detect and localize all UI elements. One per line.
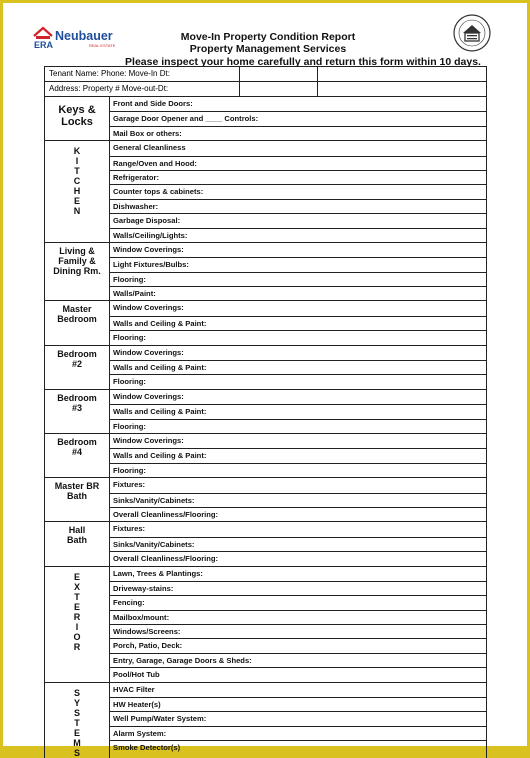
section-label: Master Bedroom <box>57 304 97 325</box>
section-row <box>45 345 486 389</box>
checklist-item[interactable]: Light Fixtures/Bulbs: <box>110 257 486 271</box>
checklist-item[interactable]: Refrigerator: <box>110 170 486 184</box>
section-label: K I T C H E N <box>73 146 81 217</box>
address-field-3[interactable] <box>317 82 486 96</box>
section-label: Bedroom #3 <box>57 392 97 413</box>
checklist-item[interactable]: Garage Door Opener and ____ Controls: <box>110 111 486 125</box>
checklist-item[interactable]: Walls and Ceiling & Paint: <box>110 360 486 374</box>
checklist-item[interactable]: Window Coverings: <box>113 244 184 254</box>
section-items <box>109 243 486 301</box>
section-row <box>45 389 486 433</box>
section-items <box>109 567 486 682</box>
section-row <box>45 566 486 682</box>
checklist-item[interactable]: Overall Cleanliness/Flooring: <box>110 507 486 521</box>
checklist-item[interactable]: Dishwasher: <box>110 199 486 213</box>
checklist-item[interactable]: Front and Side Doors: <box>113 99 193 108</box>
checklist-item[interactable]: Sinks/Vanity/Cabinets: <box>110 537 486 551</box>
section-label: Keys & Locks <box>58 104 96 128</box>
checklist-item[interactable]: Window Coverings: <box>113 391 184 401</box>
title-line-1: Move-In Property Condition Report <box>180 31 356 43</box>
checklist-item[interactable]: Window Coverings: <box>113 303 184 313</box>
instruction-text: Please inspect your home carefully and return this form within 10 days. <box>125 56 481 68</box>
section-label: Hall Bath <box>67 525 87 546</box>
checklist-item[interactable]: Walls and Ceiling & Paint: <box>110 404 486 418</box>
section-row <box>45 477 486 521</box>
section-row <box>45 300 486 344</box>
section-row <box>45 433 486 477</box>
report-title <box>123 31 413 55</box>
checklist-item[interactable]: Alarm System: <box>110 726 486 740</box>
checklist-item[interactable]: Range/Oven and Hood: <box>110 156 486 170</box>
checklist-item[interactable]: Fencing: <box>110 595 486 609</box>
checklist-item[interactable]: Walls/Ceiling/Lights: <box>110 228 486 242</box>
tenant-label: Tenant Name: Phone: Move-In Dt: <box>49 69 170 78</box>
address-field-2[interactable] <box>239 82 317 96</box>
section-row <box>45 242 486 301</box>
section-items <box>109 301 486 344</box>
equal-housing-seal-icon <box>452 13 492 53</box>
checklist-item[interactable]: Mailbox/mount: <box>110 610 486 624</box>
section-row <box>45 96 486 140</box>
checklist-item[interactable]: Flooring: <box>110 272 486 286</box>
section-items <box>109 141 486 242</box>
section-label: Bedroom #4 <box>57 436 97 457</box>
checklist-item[interactable]: Fixtures: <box>113 524 146 534</box>
section-items <box>109 390 486 433</box>
era-neubauer-logo <box>33 25 123 51</box>
tenant-row[interactable] <box>45 66 486 81</box>
section-row <box>45 682 486 758</box>
checklist-item[interactable]: Walls and Ceiling & Paint: <box>110 448 486 462</box>
checklist-item[interactable]: Pool/Hot Tub <box>110 667 486 681</box>
tenant-field-2[interactable] <box>239 67 317 81</box>
checklist-item[interactable]: Driveway-stains: <box>110 581 486 595</box>
checklist-item[interactable]: Porch, Patio, Deck: <box>110 638 486 652</box>
title-line-2: Property Management Services <box>189 43 347 55</box>
checklist-item[interactable]: HVAC Filter <box>113 684 155 694</box>
checklist-item[interactable]: Mail Box or others: <box>110 126 486 140</box>
inspection-form <box>44 66 487 758</box>
checklist-item[interactable]: Garbage Disposal: <box>110 213 486 227</box>
checklist-item[interactable]: Sinks/Vanity/Cabinets: <box>110 493 486 507</box>
address-row[interactable] <box>45 81 486 96</box>
checklist-item[interactable]: HW Heater(s) <box>110 697 486 711</box>
report-page <box>3 3 527 758</box>
section-row <box>45 521 486 565</box>
checklist-item[interactable]: Window Coverings: <box>113 347 184 357</box>
svg-text:ERA: ERA <box>34 40 54 50</box>
checklist-item[interactable]: Lawn, Trees & Plantings: <box>113 568 203 578</box>
section-items <box>109 478 486 521</box>
checklist-item[interactable]: Well Pump/Water System: <box>110 711 486 725</box>
address-label: Address: Property # Move-out-Dt: <box>49 84 169 93</box>
tenant-field-3[interactable] <box>317 67 486 81</box>
checklist-item[interactable]: Flooring: <box>110 463 486 477</box>
svg-text:REAL ESTATE: REAL ESTATE <box>89 43 116 48</box>
section-items <box>109 522 486 565</box>
checklist-item[interactable]: Entry, Garage, Garage Doors & Sheds: <box>110 653 486 667</box>
section-items <box>109 434 486 477</box>
svg-text:Neubauer: Neubauer <box>55 29 113 43</box>
section-label: Master BR Bath <box>54 481 100 502</box>
section-label: E X T E R I O R <box>73 571 81 652</box>
checklist-item[interactable]: Window Coverings: <box>113 435 184 445</box>
checklist-item[interactable]: Flooring: <box>110 374 486 388</box>
checklist-item[interactable]: Smoke Detector(s) <box>110 740 486 754</box>
section-row <box>45 140 486 242</box>
section-label: Living & Family & Dining Rm. <box>53 245 101 276</box>
checklist-item[interactable]: Flooring: <box>110 419 486 433</box>
checklist-item[interactable]: Windows/Screens: <box>110 624 486 638</box>
section-items <box>109 683 486 758</box>
section-label: Bedroom #2 <box>57 348 97 369</box>
section-label: S Y S T E M S <box>73 687 81 758</box>
checklist-item[interactable]: Walls/Paint: <box>110 286 486 300</box>
section-items <box>109 346 486 389</box>
checklist-item[interactable]: Counter tops & cabinets: <box>110 184 486 198</box>
checklist-item[interactable]: Fixtures: <box>113 480 146 490</box>
checklist-item[interactable]: Flooring: <box>110 330 486 344</box>
checklist-item[interactable]: Overall Cleanliness/Flooring: <box>110 551 486 565</box>
checklist-item[interactable]: Walls and Ceiling & Paint: <box>110 316 486 330</box>
checklist-item[interactable]: General Cleanliness <box>113 143 186 153</box>
section-items <box>109 97 486 140</box>
